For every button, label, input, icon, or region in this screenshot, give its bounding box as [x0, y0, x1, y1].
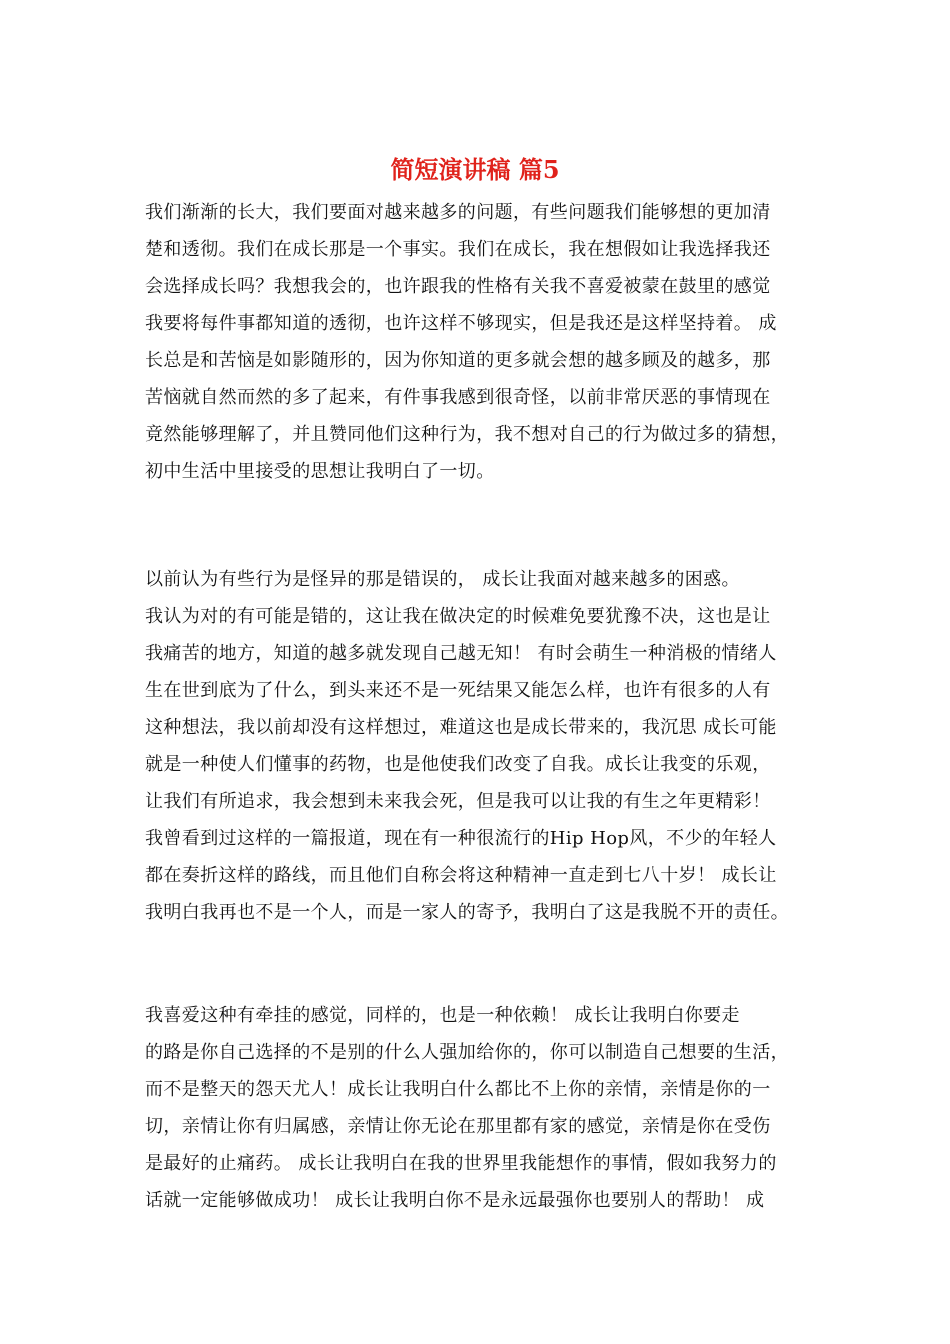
document-title: 简短演讲稿 篇5 [390, 155, 560, 184]
paragraph-2: 以前认为有些行为是怪异的那是错误的， 成长让我面对越来越多的困惑。 我认为对的有可能是错的，这让我在做决定的时候难免要犹豫不决，这也是让 我痛苦的地方，知道的越多就发现自己越无知！ 有时会萌生一种消极的情绪人 生在世到底为了什么，到头来还不是一死结果又能怎么样，也许有很多的人有 这种想法，我以前却没有这样想过，难道这也是成长带来的，我沉思 成长可能 就是一种使人们懂事的药物，也是他使我们改变了自我。成长让我变的乐观， 让我们有所追求，我会想到未来我会死，但是我可以让我的有生之年更精彩！ 我曾看到过这样的一篇报道，现在有一种很流行的Hip Hop风，不少的年轻人 都在奏折这样的路线，而且他们自称会将这种精神一直走到七八十岁！ 成长让 我明白我再也不是一个人，而是一家人的寄予，我明白了这是我脱不开的责任。 [145, 569, 789, 923]
paragraph-1: 我们渐渐的长大，我们要面对越来越多的问题，有些问题我们能够想的更加清 楚和透彻。我们在成长那是一个事实。我们在成长，我在想假如让我选择我还 会选择成长吗？我想我会的，也许跟我的性格有关我不喜爱被蒙在鼓里的感觉 我要将每件事都知道的透彻，也许这样不够现实，但是我还是这样坚持着。 成 长总是和苦恼是如影随形的，因为你知道的更多就会想的越多顾及的越多，那 苦恼就自然而然的多了起来，有件事我感到很奇怪，以前非常厌恶的事情现在 竟然能够理解了，并且赞同他们这种行为，我不想对自己的行为做过多的猜想， 初中生活中里接受的思想让我明白了一切。 [145, 202, 789, 482]
paragraph-3: 我喜爱这种有牵挂的感觉，同样的，也是一种依赖！ 成长让我明白你要走 的路是你自己选择的不是别的什么人强加给你的，你可以制造自己想要的生活， 而不是整天的怨天尤人！成长让我明白什么都比不上你的亲情，亲情是你的一 切，亲情让你有归属感，亲情让你无论在那里都有家的感觉，亲情是你在受伤 是最好的止痛药。 成长让我明白在我的世界里我能想作的事情，假如我努力的 话就一定能够做成功！ 成长让我明白你不是永远最强你也要别人的帮助！ 成 [145, 1005, 789, 1211]
